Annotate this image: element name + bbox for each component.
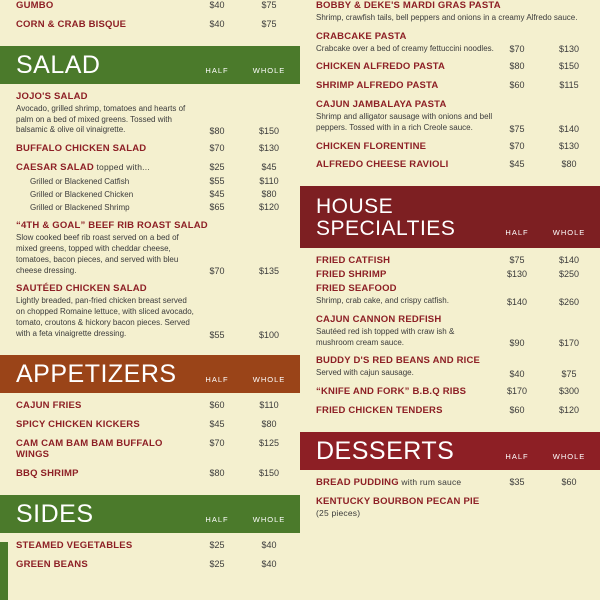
item-name-main: CAESAR SALAD xyxy=(16,162,94,174)
item-name-main: KENTUCKY BOURBON PECAN PIE xyxy=(316,495,480,507)
sides-items xyxy=(0,533,300,586)
col-label-whole: WHOLE xyxy=(252,515,286,525)
item-name-sub: with rum sauce xyxy=(398,476,462,487)
menu-item xyxy=(16,438,286,462)
item-price-half: $45 xyxy=(209,418,225,429)
item-price-whole: $75 xyxy=(561,368,577,379)
item-name: GREEN BEANS xyxy=(16,559,88,571)
item-name: SPICY CHICKEN KICKERS xyxy=(16,418,140,430)
item-price-half: $80 xyxy=(209,468,225,479)
item-price-whole: $120 xyxy=(558,404,580,415)
menu-item xyxy=(316,0,586,24)
item-name: BBQ SHRIMP xyxy=(16,468,79,480)
option-label: Grilled or Blackened Catfish xyxy=(30,177,130,187)
item-price-half: $25 xyxy=(209,162,225,173)
item-description: Shrimp and alligator sausage with onions and bell peppers. Tossed with in a rich Creole sauce. xyxy=(316,111,493,132)
item-description: Lightly breaded, pan-fried chicken breast served on chopped Romaine lettuce, with sliced avocado, tomato, croutons & hickory bacon pieces. Served with a feta vinaigrette dressing. xyxy=(16,296,194,338)
section-title: DESSERTS xyxy=(316,436,455,465)
col-label-whole: WHOLE xyxy=(552,228,586,238)
item-name: BOBBY & DEKE'S MARDI GRAS PASTA xyxy=(316,0,501,11)
item-description: Slow cooked beef rib roast served on a bed of mixed greens, topped with cheddar cheese, tomatoes, bacon pieces, and served with bleu cheese dressing. xyxy=(16,233,179,275)
item-name-sub: topped with... xyxy=(93,162,150,173)
col-label-whole: WHOLE xyxy=(552,451,586,461)
item-price-whole: $75 xyxy=(261,18,277,29)
option-label: Grilled or Blackened Shrimp xyxy=(30,202,130,212)
item-price-half: $60 xyxy=(509,404,525,415)
item-name: ALFREDO CHEESE RAVIOLI xyxy=(316,159,449,171)
item-price-whole: $150 xyxy=(258,126,280,137)
item-price-whole: $170 xyxy=(558,338,580,349)
item-name: GUMBO xyxy=(16,0,54,11)
item-price-whole: $75 xyxy=(261,0,277,10)
section-title: APPETIZERS xyxy=(16,359,177,388)
menu-item xyxy=(316,159,586,171)
item-price-half: $40 xyxy=(209,18,225,29)
col-label-half: HALF xyxy=(205,374,229,384)
item-price-whole: $40 xyxy=(261,559,277,570)
item-name-sub: (25 pieces) xyxy=(316,507,361,518)
item-description: Avocado, grilled shrimp, tomatoes and hearts of palm on a bed of mixed greens. Tossed with balsamic & olive oil vinaigrette. xyxy=(16,103,186,135)
menu-item xyxy=(16,468,286,480)
left-top-items xyxy=(0,0,300,46)
menu-item-option xyxy=(16,189,286,201)
item-price-half: $40 xyxy=(209,0,225,10)
menu-item xyxy=(316,61,586,73)
menu-item xyxy=(316,80,586,92)
item-name: CAJUN FRIES xyxy=(16,399,82,411)
menu-item-option xyxy=(16,202,286,214)
item-price-whole: $260 xyxy=(558,296,580,307)
item-name: CAM CAM BAM BAM BUFFALO WINGS xyxy=(16,437,163,461)
item-price-half: $75 xyxy=(509,255,525,266)
item-name: CAJUN CANNON REDFISH xyxy=(316,313,442,325)
item-price-half: $75 xyxy=(509,123,525,134)
menu-item xyxy=(316,386,586,398)
menu-item xyxy=(316,355,586,379)
item-price-whole: $150 xyxy=(258,468,280,479)
item-name: FRIED SHRIMP xyxy=(316,269,387,281)
item-price-half: $65 xyxy=(209,201,225,212)
menu-item xyxy=(16,400,286,412)
item-name: FRIED CHICKEN TENDERS xyxy=(316,404,443,416)
menu-item xyxy=(16,559,286,571)
item-price-half: $25 xyxy=(209,540,225,551)
item-name: CHICKEN ALFREDO PASTA xyxy=(316,61,446,73)
section-header-appetizers xyxy=(0,355,300,393)
item-price-whole: $60 xyxy=(561,476,577,487)
price-column-labels xyxy=(200,515,286,527)
right-column xyxy=(300,0,600,600)
col-label-half: HALF xyxy=(505,228,529,238)
item-name: “KNIFE AND FORK” B.B.Q RIBS xyxy=(316,385,467,397)
menu-item xyxy=(16,19,286,31)
item-name: CHICKEN FLORENTINE xyxy=(316,140,427,152)
col-label-whole: WHOLE xyxy=(252,66,286,75)
item-price-half: $55 xyxy=(209,329,225,340)
item-name: SHRIMP ALFREDO PASTA xyxy=(316,80,439,92)
salad-items xyxy=(0,84,300,355)
menu-item xyxy=(16,540,286,552)
item-price-whole: $80 xyxy=(261,188,277,199)
menu-item xyxy=(316,99,586,133)
item-price-half: $140 xyxy=(506,296,528,307)
item-name: SAUTÉED CHICKEN SALAD xyxy=(16,283,147,295)
item-price-half: $80 xyxy=(509,61,525,72)
item-price-whole: $125 xyxy=(258,437,280,448)
appetizer-items xyxy=(0,393,300,495)
item-name: FRIED CATFISH xyxy=(316,255,391,267)
price-column-labels xyxy=(500,452,586,464)
item-price-half: $70 xyxy=(209,266,225,277)
menu-item xyxy=(16,0,286,12)
section-title: HOUSE SPECIALTIES xyxy=(316,195,456,241)
item-price-whole: $40 xyxy=(261,540,277,551)
item-description: Crabcake over a bed of creamy fettuccini noodles. xyxy=(316,43,494,53)
menu-item xyxy=(316,314,586,348)
item-price-half: $35 xyxy=(509,476,525,487)
menu-item xyxy=(316,477,586,489)
item-name: CRABCAKE PASTA xyxy=(316,30,407,42)
dessert-items xyxy=(300,470,600,535)
menu-item xyxy=(316,141,586,153)
section-header-salad xyxy=(0,46,300,84)
item-price-whole: $300 xyxy=(558,385,580,396)
item-name: “4TH & GOAL” BEEF RIB ROAST SALAD xyxy=(16,220,208,232)
item-name: STEAMED VEGETABLES xyxy=(16,540,133,552)
menu-item xyxy=(16,143,286,155)
item-price-half: $70 xyxy=(509,44,525,55)
pasta-items xyxy=(300,0,600,186)
section-title: SIDES xyxy=(16,500,94,529)
item-price-whole: $130 xyxy=(558,140,580,151)
menu-item-option xyxy=(16,176,286,188)
item-name: BUDDY D'S RED BEANS AND RICE xyxy=(316,355,481,367)
item-price-whole: $150 xyxy=(558,61,580,72)
item-price-whole: $110 xyxy=(259,399,279,410)
item-price-half: $80 xyxy=(209,126,225,137)
item-price-whole: $130 xyxy=(258,143,280,154)
item-description: Sautéed red ish topped with craw ish & mushroom cream sauce. xyxy=(316,326,455,347)
item-price-whole: $120 xyxy=(258,201,280,212)
price-column-labels xyxy=(500,228,586,240)
item-price-half: $55 xyxy=(209,176,225,187)
item-price-whole: $45 xyxy=(261,162,277,173)
item-price-half: $70 xyxy=(509,140,525,151)
menu-item xyxy=(16,91,286,136)
item-description: Shrimp, crab cake, and crispy catfish. xyxy=(316,296,449,306)
price-column-labels xyxy=(200,66,286,78)
item-price-half: $40 xyxy=(509,368,525,379)
item-description: Served with cajun sausage. xyxy=(316,368,414,378)
col-label-half: HALF xyxy=(205,515,229,525)
item-price-half: $45 xyxy=(209,188,225,199)
menu-item xyxy=(316,283,586,307)
col-label-half: HALF xyxy=(205,66,229,75)
menu-item xyxy=(16,162,286,174)
menu-item xyxy=(316,255,586,267)
item-name: CORN & CRAB BISQUE xyxy=(16,18,127,30)
item-price-whole: $80 xyxy=(261,418,277,429)
menu-item xyxy=(316,405,586,417)
menu-item xyxy=(316,31,586,55)
item-price-half: $60 xyxy=(509,80,525,91)
item-name: JOJO'S SALAD xyxy=(16,91,88,102)
menu-item xyxy=(316,269,586,281)
item-price-half: $70 xyxy=(209,437,225,448)
item-price-half: $170 xyxy=(506,385,528,396)
menu-item xyxy=(16,220,286,276)
item-price-whole: $140 xyxy=(558,255,580,266)
menu-item xyxy=(316,496,586,520)
item-price-whole: $100 xyxy=(258,329,280,340)
item-name xyxy=(16,162,200,174)
item-price-whole: $140 xyxy=(558,123,580,134)
item-price-half: $45 xyxy=(509,159,525,170)
item-price-half: $70 xyxy=(209,143,225,154)
item-price-half: $25 xyxy=(209,559,225,570)
item-price-whole: $135 xyxy=(258,266,280,277)
item-name xyxy=(316,496,500,520)
item-name: BUFFALO CHICKEN SALAD xyxy=(16,143,147,155)
item-name: CAJUN JAMBALAYA PASTA xyxy=(316,99,447,111)
section-header-desserts xyxy=(300,432,600,470)
price-column-labels xyxy=(200,375,286,387)
item-price-whole: $250 xyxy=(558,269,580,280)
section-header-house-specialties xyxy=(300,186,600,248)
option-label: Grilled or Blackened Chicken xyxy=(30,189,134,199)
item-name-main: BREAD PUDDING xyxy=(316,476,399,488)
col-label-half: HALF xyxy=(505,451,529,461)
item-description: Shrimp, crawfish tails, bell peppers and onions in a creamy Alfredo sauce. xyxy=(316,12,578,22)
item-price-whole: $115 xyxy=(559,80,579,91)
menu-item xyxy=(16,419,286,431)
decorative-strip xyxy=(0,542,8,600)
col-label-whole: WHOLE xyxy=(252,374,286,384)
item-price-half: $90 xyxy=(509,338,525,349)
section-header-sides xyxy=(0,495,300,533)
menu-item xyxy=(16,283,286,339)
section-title: SALAD xyxy=(16,50,101,79)
item-price-whole: $110 xyxy=(259,176,279,187)
item-name xyxy=(316,477,500,489)
item-name: FRIED SEAFOOD xyxy=(316,283,397,295)
house-specialty-items xyxy=(300,248,600,431)
item-price-half: $60 xyxy=(209,399,225,410)
item-price-whole: $80 xyxy=(561,159,577,170)
item-price-whole: $130 xyxy=(558,44,580,55)
item-price-half: $130 xyxy=(506,269,528,280)
